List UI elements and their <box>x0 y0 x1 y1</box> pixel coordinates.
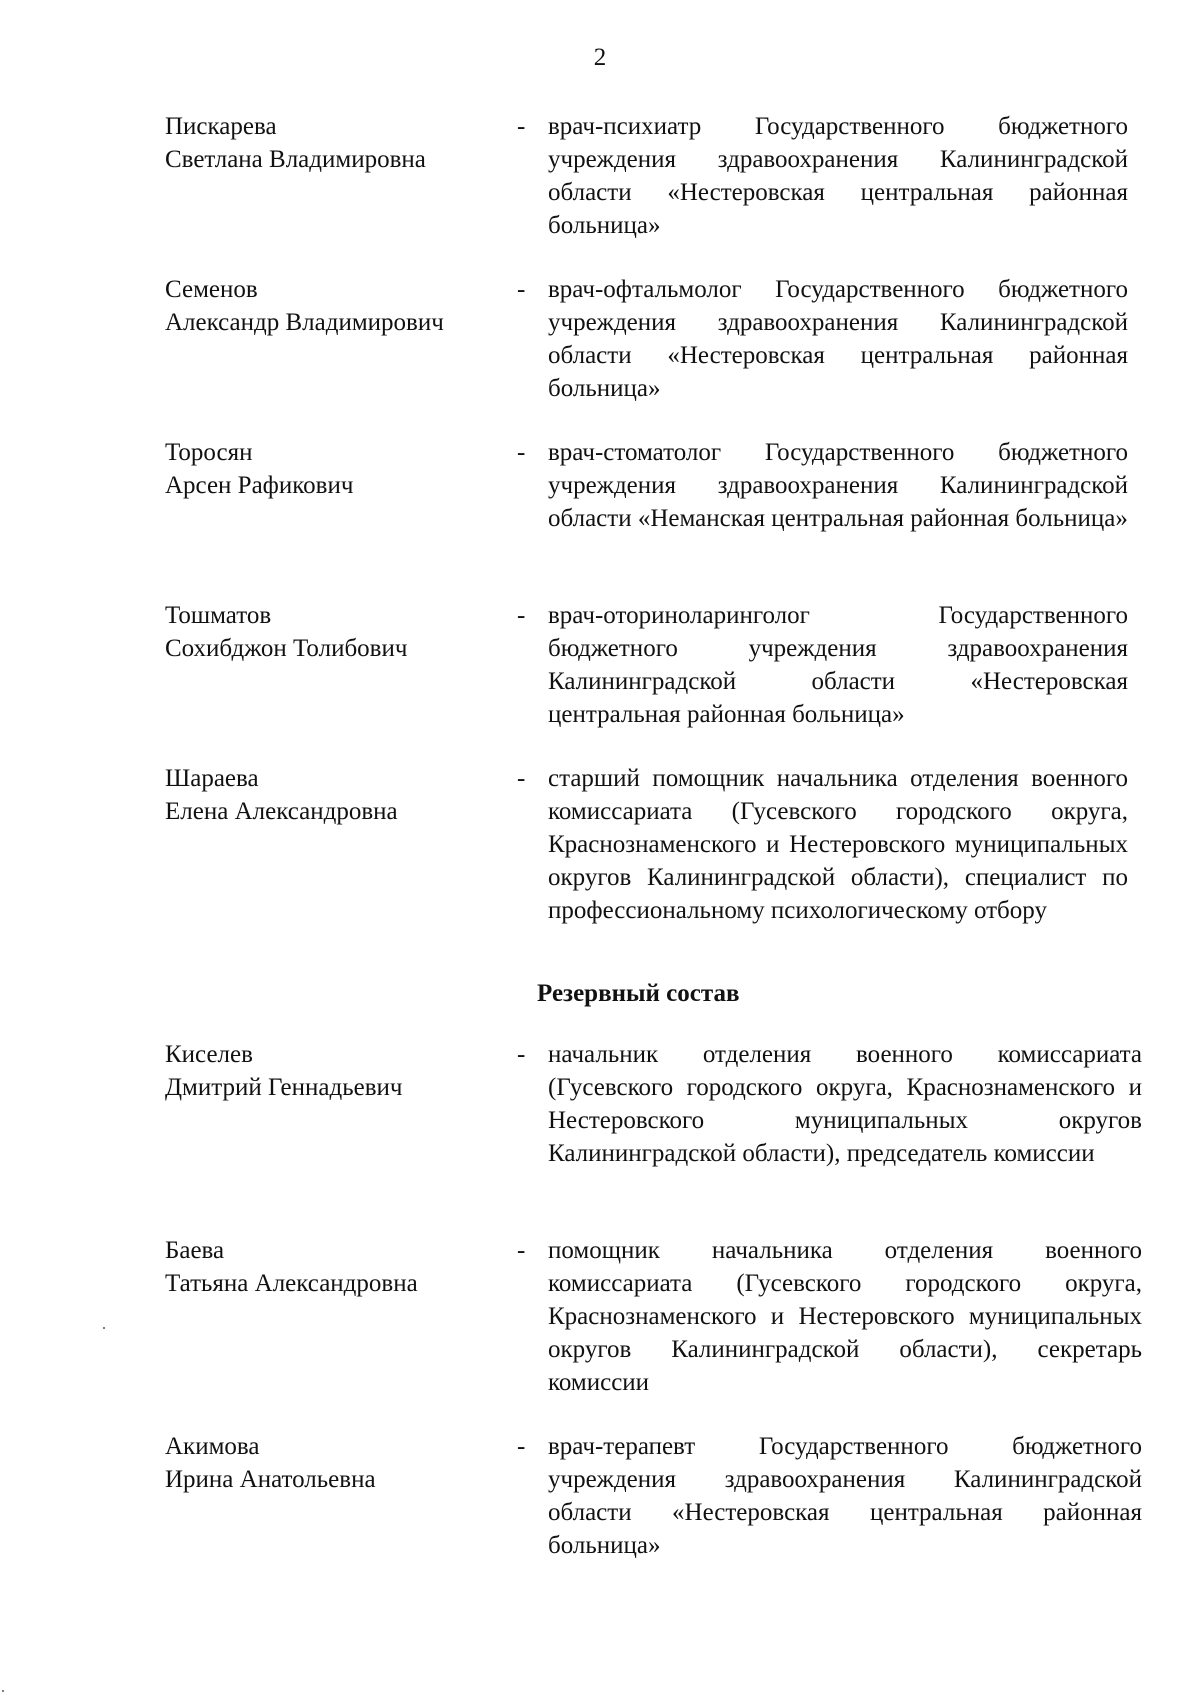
member-role: старший помощник начальника отделения военного комиссариата (Гусевского городского округа, Краснознаменского и Нестеровского муниципальных округов Калининградской области), специалист по профессиональному психологическому отбору <box>548 765 1128 924</box>
member-name <box>165 762 495 828</box>
member-entry <box>0 762 1200 924</box>
member-name <box>165 1038 495 1104</box>
member-surname: Акимова <box>165 1433 260 1460</box>
scan-speck <box>103 1327 105 1329</box>
member-role: врач-психиатр Государственного бюджетного учреждения здравоохранения Калининградской области «Нестеровская центральная районная больница» <box>548 113 1128 239</box>
dash-separator: - <box>517 1041 526 1068</box>
member-surname: Пискарева <box>165 113 277 140</box>
scan-speck <box>2 1690 4 1692</box>
member-name <box>165 599 495 665</box>
member-entry <box>0 110 1200 250</box>
member-role: начальник отделения военного комиссариата (Гусевского городского округа, Краснознаменского и Нестеровского муниципальных округов Калининградской области), председатель комиссии <box>548 1041 1142 1167</box>
member-name <box>165 1430 495 1496</box>
member-given-names: Сохибджон Толибович <box>165 635 408 662</box>
page-number: 2 <box>593 44 607 71</box>
member-entry <box>0 436 1200 576</box>
member-role: врач-оториноларинголог Государственного бюджетного учреждения здравоохранения Калининградской области «Нестеровская центральная районная больница» <box>548 602 1128 728</box>
member-role: врач-терапевт Государственного бюджетного учреждения здравоохранения Калининградской области «Нестеровская центральная районная больница» <box>548 1433 1142 1559</box>
dash-separator: - <box>517 276 526 303</box>
member-given-names: Дмитрий Геннадьевич <box>165 1074 403 1101</box>
dash-separator: - <box>517 602 526 629</box>
member-surname: Торосян <box>165 439 253 466</box>
dash-separator: - <box>517 439 526 466</box>
member-role: врач-стоматолог Государственного бюджетного учреждения здравоохранения Калининградской области «Неманская центральная районная больница» <box>548 439 1128 532</box>
member-given-names: Ирина Анатольевна <box>165 1466 376 1493</box>
dash-separator: - <box>517 113 526 140</box>
member-role: врач-офтальмолог Государственного бюджетного учреждения здравоохранения Калининградской области «Нестеровская центральная районная больница» <box>548 276 1128 402</box>
member-surname: Семенов <box>165 276 258 303</box>
member-role: помощник начальника отделения военного комиссариата (Гусевского городского округа, Краснознаменского и Нестеровского муниципальных округов Калининградской области), секретарь комиссии <box>548 1237 1142 1396</box>
member-surname: Киселев <box>165 1041 253 1068</box>
member-name <box>165 436 495 502</box>
dash-separator: - <box>517 1433 526 1460</box>
member-entry <box>0 599 1200 739</box>
member-entry <box>0 273 1200 413</box>
member-surname: Тошматов <box>165 602 272 629</box>
reserve-member-entry <box>0 1430 1200 1570</box>
member-surname: Шараева <box>165 765 259 792</box>
dash-separator: - <box>517 765 526 792</box>
member-name <box>165 110 495 176</box>
member-name <box>165 273 495 339</box>
member-given-names: Елена Александровна <box>165 798 398 825</box>
member-given-names: Арсен Рафикович <box>165 472 354 499</box>
dash-separator: - <box>517 1237 526 1264</box>
reserve-member-entry <box>0 1038 1200 1178</box>
member-given-names: Татьяна Александровна <box>165 1270 418 1297</box>
reserve-section-title: Резервный состав <box>537 980 740 1007</box>
member-given-names: Светлана Владимировна <box>165 146 426 173</box>
member-name <box>165 1234 495 1300</box>
member-surname: Баева <box>165 1237 225 1264</box>
reserve-member-entry <box>0 1234 1200 1396</box>
member-given-names: Александр Владимирович <box>165 309 444 336</box>
